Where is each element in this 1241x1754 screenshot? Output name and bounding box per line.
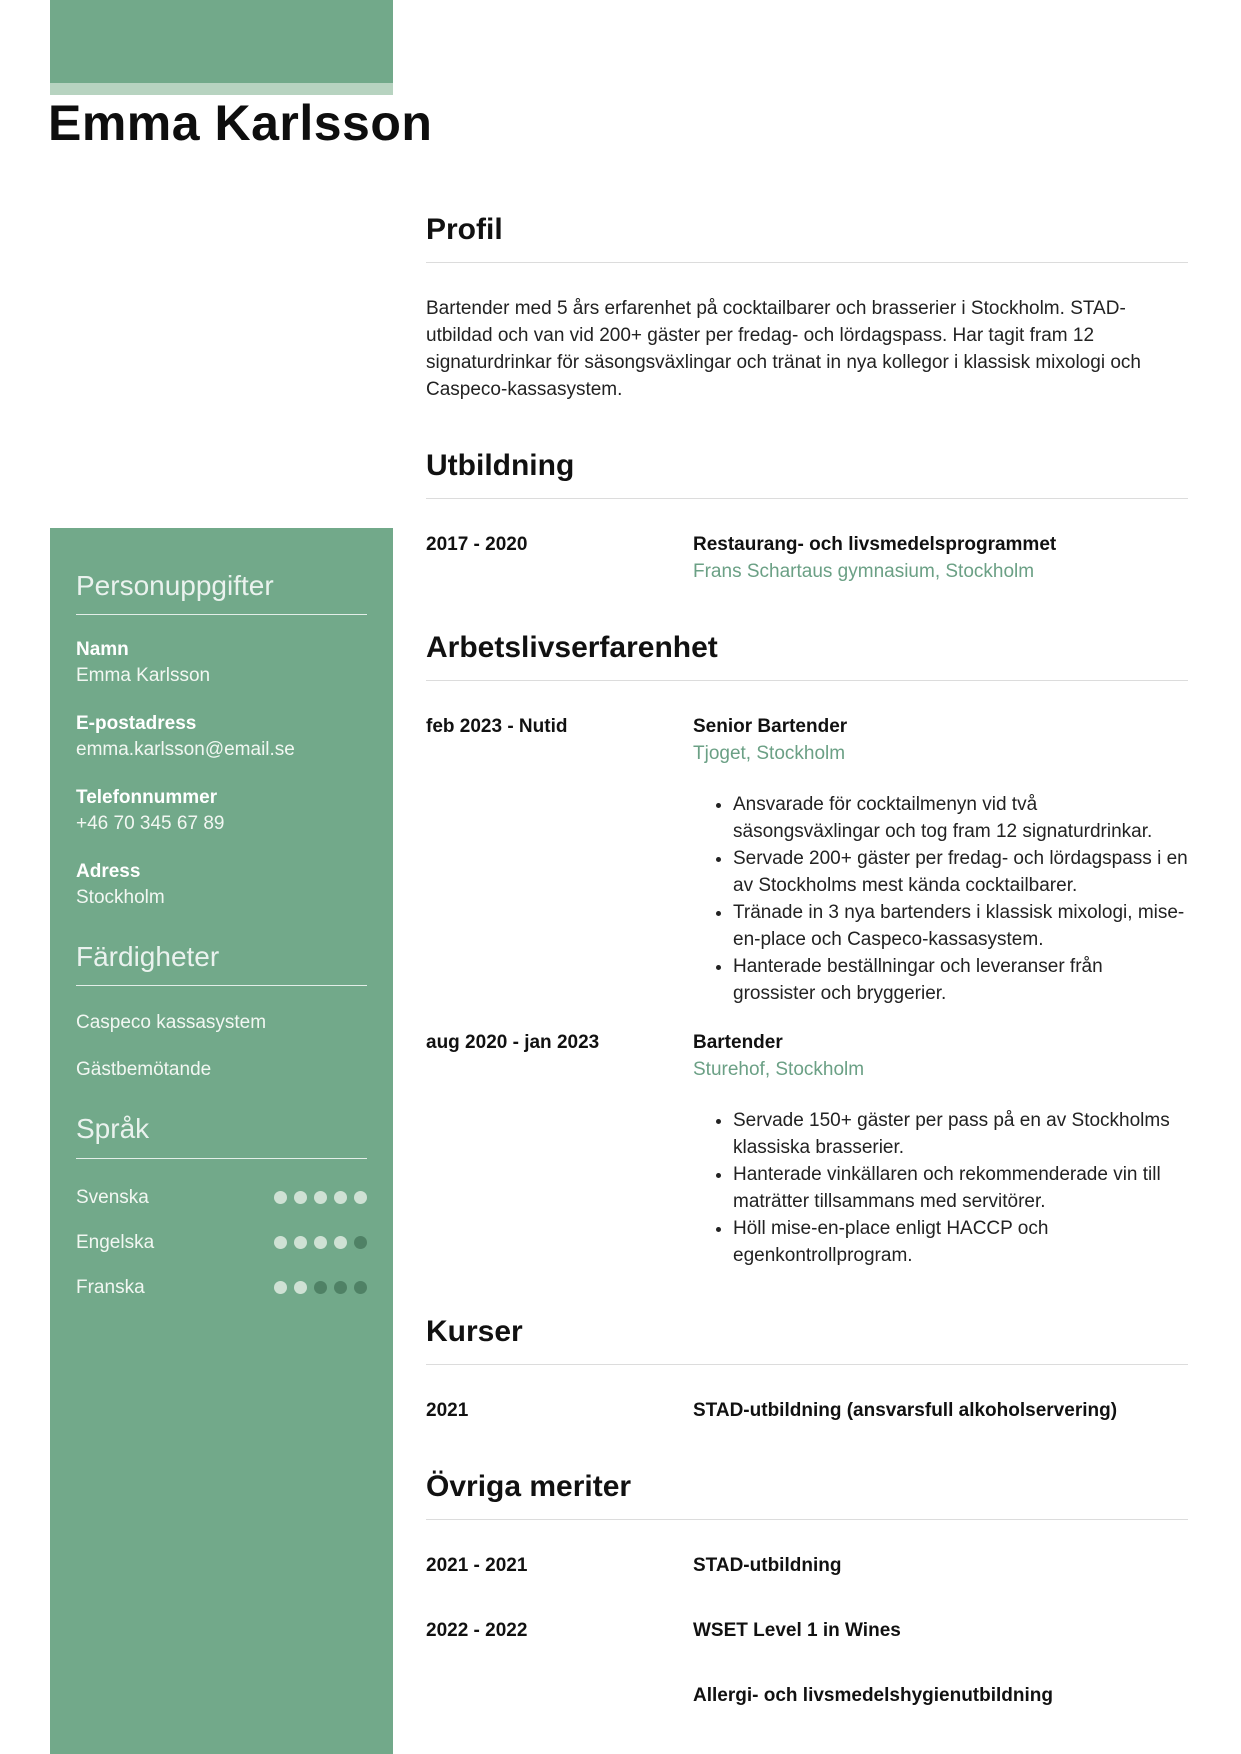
top-accent-block [50,0,393,95]
language-name: Svenska [76,1186,149,1208]
level-dot-filled [294,1281,307,1294]
entry-body [693,1617,1188,1644]
entry-title: STAD-utbildning [693,1555,842,1576]
section-other-merits [426,1470,1188,1709]
level-dot-empty [354,1236,367,1249]
section-divider [426,1364,1188,1365]
skill-item: Gästbemötande [76,1059,212,1081]
merit-entry [426,1617,1188,1644]
entry-period [426,1682,693,1709]
bullet-item: • Servade 200+ gäster per fredag- och lördagspass i en av Stockholms mest kända cocktailbarer. [733,845,1188,899]
level-dot-filled [274,1281,287,1294]
profile-text: Bartender med 5 års erfarenhet på cocktailbarer och brasserier i Stockholm. STAD-utbildad och van vid 200+ gäster per fredag- och lördagspass. Har tagit fram 12 signaturdrinkar för säsongsväxlingar och tränat in nya kollegor i klassisk mixologi och Caspeco-kassasystem. [426,298,1141,400]
section-heading-other-merits: Övriga meriter [426,1470,632,1503]
sidebar-heading-languages: Språk [76,1113,367,1158]
main-content [426,0,1188,1747]
bullet-item: • Hanterade vinkällaren och rekommenderade vin till maträtter tillsammans med servitörer. [733,1161,1188,1215]
entry-title: Allergi- och livsmedelshygienutbildning [693,1685,1053,1706]
section-divider [426,680,1188,681]
entry-body [693,1552,1188,1579]
entry-subtitle: Frans Schartaus gymnasium, Stockholm [693,561,1035,582]
experience-entry-header [426,1029,1188,1269]
bullet-item: • Höll mise-en-place enligt HACCP och egenkontrollprogram. [733,1215,1188,1269]
education-entry [426,531,1188,585]
level-dot-filled [334,1236,347,1249]
experience-entry [426,1029,1188,1269]
page-title: Emma Karlsson [48,95,433,151]
entry-body [693,1397,1188,1424]
section-heading-profile: Profil [426,213,503,246]
entry-title: Bartender [693,1032,783,1053]
languages-list [76,1185,367,1301]
level-dot-filled [294,1191,307,1204]
bullet-item: • Servade 150+ gäster per pass på en av Stockholms klassiska brasserier. [733,1107,1188,1161]
courses-rows [426,1397,1188,1424]
entry-title: Senior Bartender [693,716,848,737]
language-level-dots [274,1236,367,1249]
entry-subtitle: Tjoget, Stockholm [693,743,846,764]
sidebar-section-skills [76,941,367,1083]
field-label: Telefonnummer [76,787,218,809]
field-address [76,859,367,911]
entry-body [693,1682,1188,1709]
sidebar-section-languages [76,1113,367,1300]
field-value: Emma Karlsson [76,665,211,687]
bullet-item: • Ansvarade för cocktailmenyn vid två säsongsväxlingar och tog fram 12 signaturdrinkar. [733,791,1188,845]
section-courses [426,1315,1188,1424]
sidebar-heading-personal: Personuppgifter [76,570,367,615]
language-level-dots [274,1281,367,1294]
merit-entry [426,1682,1188,1709]
section-heading-experience: Arbetslivserfarenhet [426,631,718,664]
field-value: Stockholm [76,887,165,909]
level-dot-filled [354,1191,367,1204]
language-row [76,1185,367,1211]
entry-body [693,713,1188,1007]
bullet-list [693,791,1188,1007]
level-dot-filled [274,1191,287,1204]
section-divider [426,262,1188,263]
level-dot-empty [354,1281,367,1294]
entry-period: 2021 [426,1400,469,1421]
section-heading-courses: Kurser [426,1315,523,1348]
experience-entry [426,713,1188,1007]
entry-body [693,531,1188,585]
sidebar [50,528,393,1754]
level-dot-filled [314,1236,327,1249]
entry-period: feb 2023 - Nutid [426,716,568,737]
entry-period: 2022 - 2022 [426,1620,528,1641]
entry-title: WSET Level 1 in Wines [693,1620,901,1641]
level-dot-filled [314,1191,327,1204]
language-name: Engelska [76,1231,155,1253]
bullet-item: • Hanterade beställningar och leveranser från grossister och bryggerier. [733,953,1188,1007]
field-label: E-postadress [76,713,197,735]
field-label: Adress [76,861,141,883]
section-experience [426,631,1188,1269]
entry-period: 2021 - 2021 [426,1555,528,1576]
entry-body [693,1029,1188,1269]
section-heading-education: Utbildning [426,449,575,482]
language-level-dots [274,1191,367,1204]
field-name [76,637,367,689]
sidebar-section-personal [76,570,367,911]
bullet-item: • Tränade in 3 nya bartenders i klassisk mixologi, mise-en-place och Caspeco-kassasystem. [733,899,1188,953]
other-merits-rows [426,1552,1188,1709]
field-phone [76,785,367,837]
bullet-list [693,1107,1188,1269]
field-value: +46 70 345 67 89 [76,813,225,835]
entry-period: aug 2020 - jan 2023 [426,1032,600,1053]
field-value: emma.karlsson@email.se [76,739,295,761]
course-entry [426,1397,1188,1424]
section-divider [426,1519,1188,1520]
section-divider [426,498,1188,499]
level-dot-empty [334,1281,347,1294]
merit-entry [426,1552,1188,1579]
entry-subtitle: Sturehof, Stockholm [693,1059,865,1080]
level-dot-empty [314,1281,327,1294]
personal-fields [76,637,367,911]
skills-list [76,1010,367,1083]
level-dot-filled [294,1236,307,1249]
skill-item: Caspeco kassasystem [76,1012,267,1034]
language-row [76,1230,367,1256]
level-dot-filled [274,1236,287,1249]
experience-entry-header [426,713,1188,1007]
field-label: Namn [76,639,129,661]
language-name: Franska [76,1276,145,1298]
entry-title: STAD-utbildning (ansvarsfull alkoholservering) [693,1400,1118,1421]
level-dot-filled [334,1191,347,1204]
entry-title: Restaurang- och livsmedelsprogrammet [693,534,1057,555]
entry-period: 2017 - 2020 [426,534,528,555]
field-email [76,711,367,763]
section-profile [426,213,1188,403]
sidebar-heading-skills: Färdigheter [76,941,367,986]
section-education [426,449,1188,585]
language-row [76,1275,367,1301]
